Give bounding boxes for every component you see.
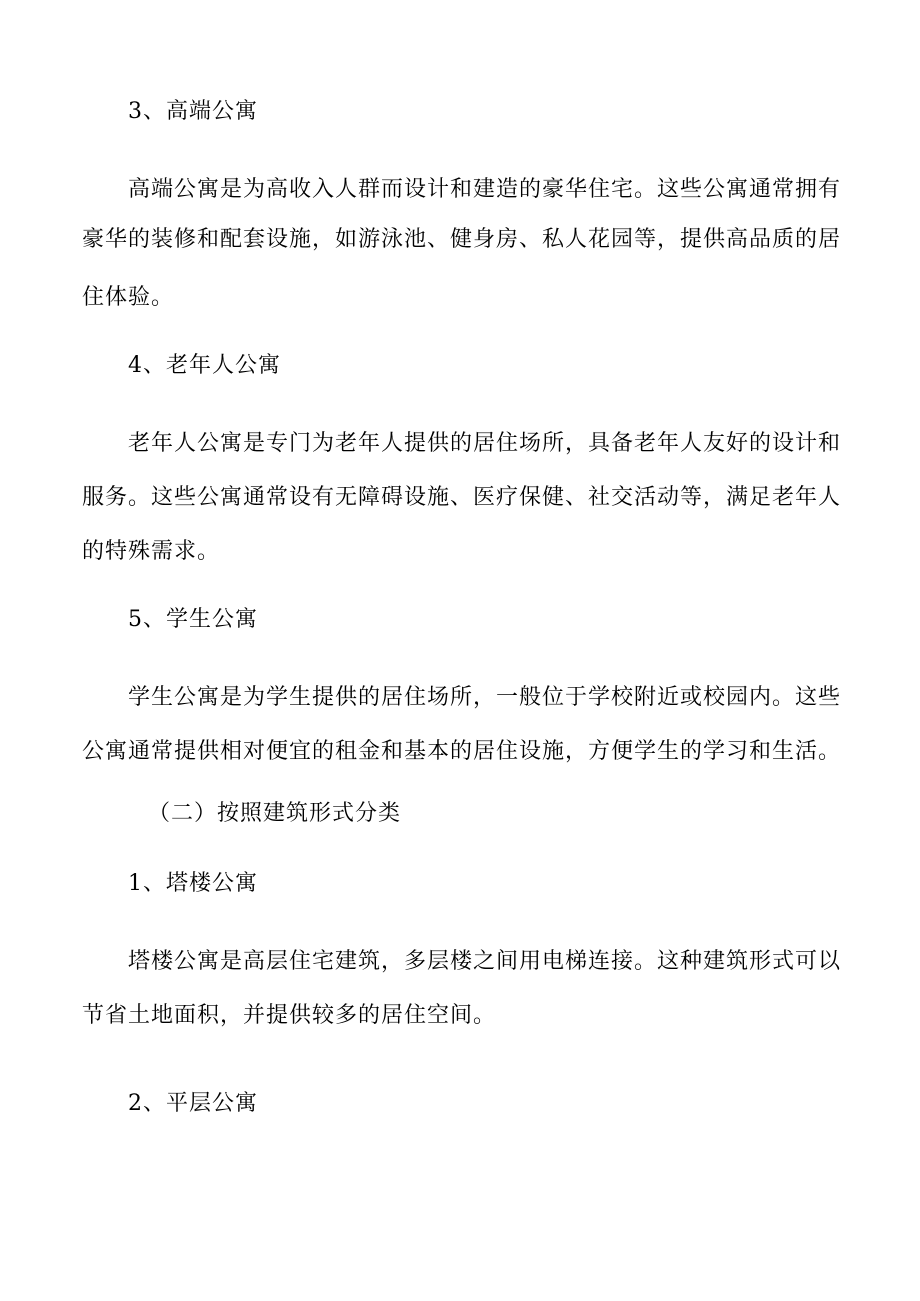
paragraph-line: 高端公寓是为高收入人群而设计和建造的豪华住宅。这些公寓通常拥有 [128,177,842,202]
paragraph-line: 老年人公寓是专门为老年人提供的居住场所，具备老年人友好的设计和 [128,431,842,456]
paragraph-line: 学生公寓是为学生提供的居住场所，一般位于学校附近或校园内。这些 [128,685,842,710]
paragraph-line: 豪华的装修和配套设施，如游泳池、健身房、私人花园等，提供高品质的居 [82,227,842,252]
paragraph-line: 住体验。 [82,285,175,310]
section-heading-elderly: 4、老年人公寓 [128,353,281,378]
paragraph-line: 服务。这些公寓通常设有无障碍设施、医疗保健、社交活动等，满足老年人 [82,485,842,510]
section-heading-high-end: 3、高端公寓 [128,99,258,124]
paragraph-line: 节省土地面积，并提供较多的居住空间。 [82,1003,497,1028]
paragraph-line: 塔楼公寓是高层住宅建筑，多层楼之间用电梯连接。这种建筑形式可以 [128,949,842,974]
section-heading-flat: 2、平层公寓 [128,1091,258,1116]
subsection-heading: （二）按照建筑形式分类 [148,801,402,826]
paragraph-line: 公寓通常提供相对便宜的租金和基本的居住设施，方便学生的学习和生活。 [82,739,842,764]
paragraph-line: 的特殊需求。 [82,539,221,564]
section-heading-tower: 1、塔楼公寓 [128,871,258,896]
section-heading-student: 5、学生公寓 [128,607,258,632]
